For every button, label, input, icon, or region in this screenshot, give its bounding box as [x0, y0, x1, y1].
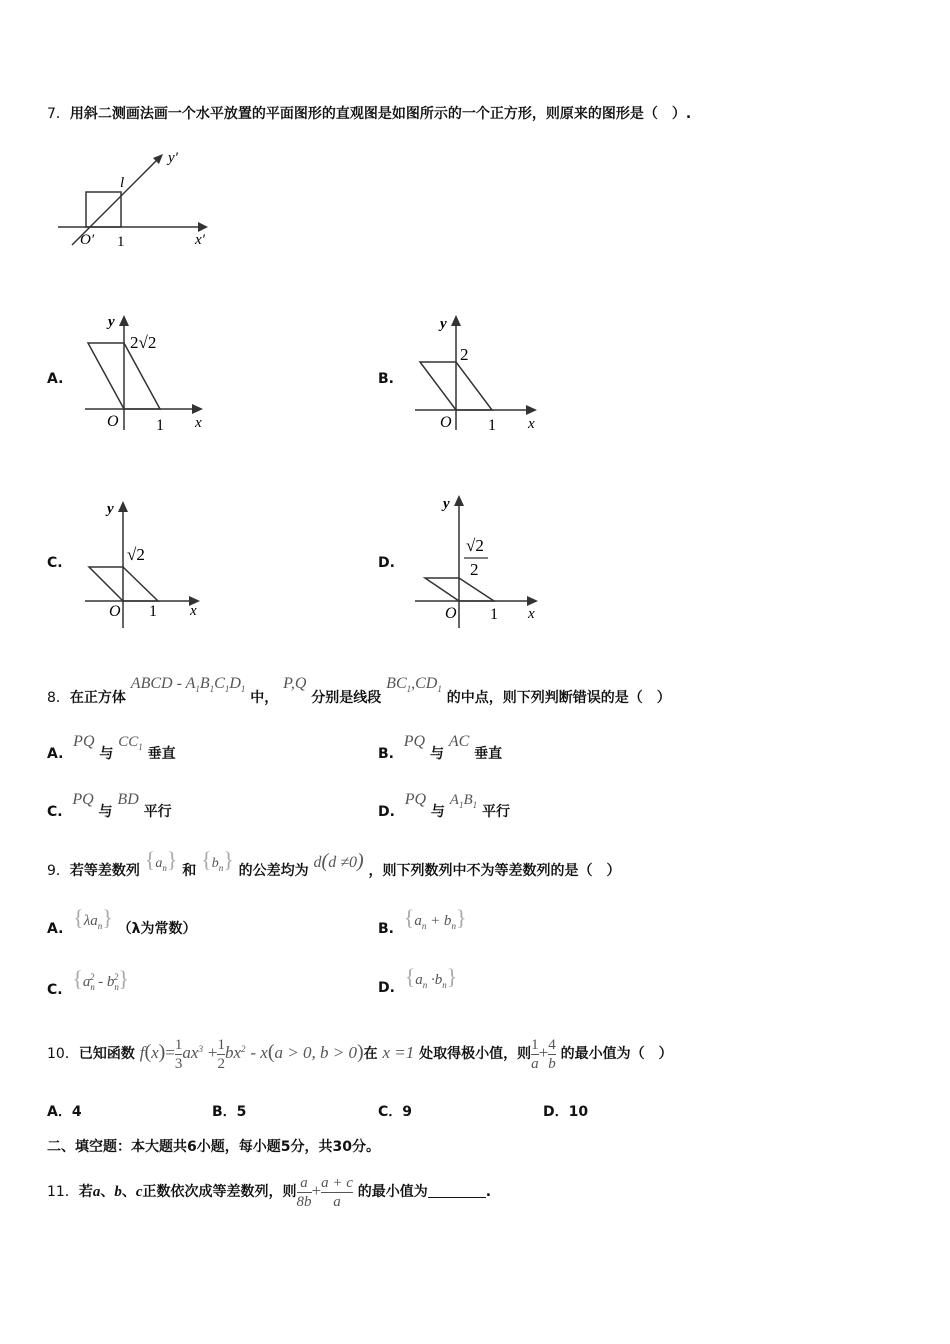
q9-option-d[interactable]: D. $\{a_n \cdot b_n\}$ [378, 964, 458, 996]
q7-l-label: l [120, 175, 125, 191]
q10-choice-b[interactable]: B．5 [212, 1104, 247, 1120]
q7-option-c-graph[interactable] [80, 496, 210, 631]
d-y-arrow-icon [454, 495, 464, 506]
q11-answer-blank[interactable] [428, 1183, 486, 1198]
q7-option-c-letter[interactable]: C. [47, 555, 63, 571]
q9-stem: 9．若等差数列 $\{a_n\}$ 和 $\{b_n\}$ 的公差均为 d(d ≠0) ，则下列数列中不为等差数列的是（ ） [47, 847, 621, 879]
b-x-label: x [528, 416, 535, 432]
a-y-label: y [108, 314, 115, 330]
q9-option-a[interactable]: A. $\{\lambda a_n\}$ （λ为常数） [47, 905, 197, 937]
q8-mid2: 分别是线段 [311, 690, 382, 706]
b-y-arrow-icon [451, 315, 461, 326]
q7-option-a-graph[interactable] [80, 310, 210, 435]
q7-number: 7． [47, 106, 70, 122]
b-x-arrow-icon [526, 405, 537, 415]
c-origin: O [109, 603, 121, 620]
q8-option-d[interactable]: D. PQ 与 $A_1B_1$ 平行 [378, 791, 510, 820]
c-y-label: y [107, 501, 114, 517]
d-tick: 1 [490, 606, 498, 623]
a-top-label: 2√2 [130, 333, 157, 352]
q7-option-d-graph[interactable] [410, 490, 545, 632]
q9-option-b[interactable]: B. $\{a_n + b_n\}$ [378, 905, 467, 937]
d-x-arrow-icon [527, 596, 538, 606]
q10-stem: 10．已知函数 f(x)= $\frac{1}{3}$ $ax^3$ + $\frac{1}{2}$ $bx^2 - x(a > 0$, b > 0)在 x =1 处取得极小值，则 $\frac{1}{a}$ + $\frac{4}{b}$ 的最小值为（ ） [47, 1036, 673, 1072]
q7-tick-label: 1 [117, 234, 125, 250]
q7-stem [47, 103, 691, 123]
q7-origin-label: O′ [80, 232, 95, 248]
c-x-label: x [190, 603, 197, 619]
q7-option-d-letter[interactable]: D. [378, 555, 395, 571]
a-x-label: x [195, 415, 202, 431]
q8-segs: $BC_1,CD_1$ [386, 675, 442, 694]
q10-choice-d[interactable]: D．10 [543, 1104, 589, 1120]
b-top-label: 2 [460, 345, 469, 364]
a-tick: 1 [156, 417, 164, 434]
d-top-num: √2 [466, 536, 484, 555]
q7-x-arrow-icon [198, 222, 208, 232]
d-x-label: x [528, 606, 535, 622]
q8-mid1: 中， [250, 690, 279, 706]
a-x-arrow-icon [192, 404, 203, 414]
a-origin: O [107, 413, 119, 430]
q7-text: 用斜二测画法画一个水平放置的平面图形的直观图是如图所示的一个正方形，则原来的图形是（ ）. [69, 106, 692, 122]
q9-option-c[interactable]: C. $\{a_n^2 - b_n^2\}$ [47, 966, 129, 998]
q7-y-label: y′ [168, 150, 178, 166]
q8-option-c[interactable]: C. PQ 与 BD 平行 [47, 791, 172, 820]
q7-figure [50, 145, 220, 255]
q8-prefix: 在正方体 [69, 690, 126, 706]
q7-option-a-letter[interactable]: A. [47, 371, 64, 387]
q8-stem [47, 662, 671, 720]
q10-choice-c[interactable]: C．9 [378, 1104, 413, 1120]
q8-cube: ABCD - $A_1B_1C_1D_1$ [130, 675, 246, 694]
a-y-arrow-icon [119, 315, 129, 326]
q7-square [86, 192, 121, 227]
q8-option-b[interactable]: B. PQ 与 AC 垂直 [378, 733, 503, 762]
q7-option-b-letter[interactable]: B. [378, 371, 394, 387]
d-origin: O [445, 605, 457, 622]
c-tick: 1 [149, 603, 157, 620]
q10-choice-a[interactable]: A．4 [47, 1104, 82, 1120]
q11-stem: 11．若a、b、c正数依次成等差数列，则 $\frac{a}{8b}$ + $\frac{a + c}{a}$ 的最小值为 . [47, 1174, 492, 1210]
q7-option-b-graph[interactable] [410, 310, 545, 435]
c-top-label: √2 [127, 545, 145, 564]
d-top-den: 2 [470, 560, 479, 579]
b-origin: O [440, 414, 452, 431]
c-y-arrow-icon [118, 501, 128, 512]
q8-pq: P,Q [283, 675, 307, 692]
b-tick: 1 [488, 417, 496, 434]
q8-suffix: 的中点，则下列判断错误的是（ ） [446, 690, 671, 706]
q8-number: 8． [47, 690, 70, 706]
q8-option-a[interactable]: A. PQ 与 $CC_1$ 垂直 [47, 733, 176, 762]
q7-x-label: x′ [195, 232, 205, 248]
d-y-label: y [443, 496, 450, 512]
b-y-label: y [440, 316, 447, 332]
section-2-heading: 二、填空题：本大题共6小题，每小题5分，共30分。 [47, 1139, 380, 1155]
